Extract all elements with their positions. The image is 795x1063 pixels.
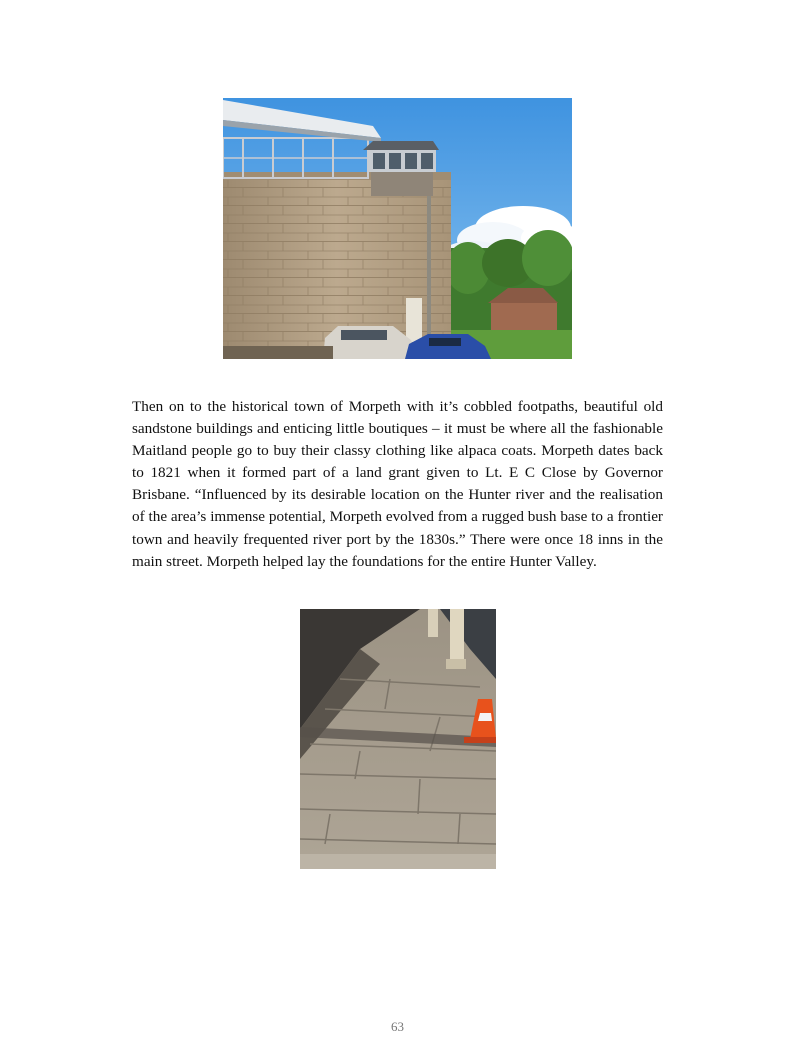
gaol-wall-image — [223, 98, 572, 359]
cobbled-footpath-image — [300, 609, 496, 869]
photo-gaol-wall — [223, 98, 572, 359]
photo-cobbled-footpath — [300, 609, 496, 869]
page-number: 63 — [391, 1019, 404, 1034]
body-paragraph: Then on to the historical town of Morpeth with it’s cobbled footpaths, beautiful old sandstone buildings and enticing little boutiques – it must be where all the fashionable Maitland people go to buy their classy clothing like alpaca coats. Morpeth dates back to 1821 when it formed part of a land grant given to Lt. E C Close by Governor Brisbane. “Influenced by its desirable location on the Hunter river and the realisation of the area’s immense potential, Morpeth evolved from a rugged bush base to a frontier town and heavily frequented river port by the 1830s.” There were once 18 inns in the main street. Morpeth helped lay the foundations for the entire Hunter Valley. — [132, 398, 663, 570]
